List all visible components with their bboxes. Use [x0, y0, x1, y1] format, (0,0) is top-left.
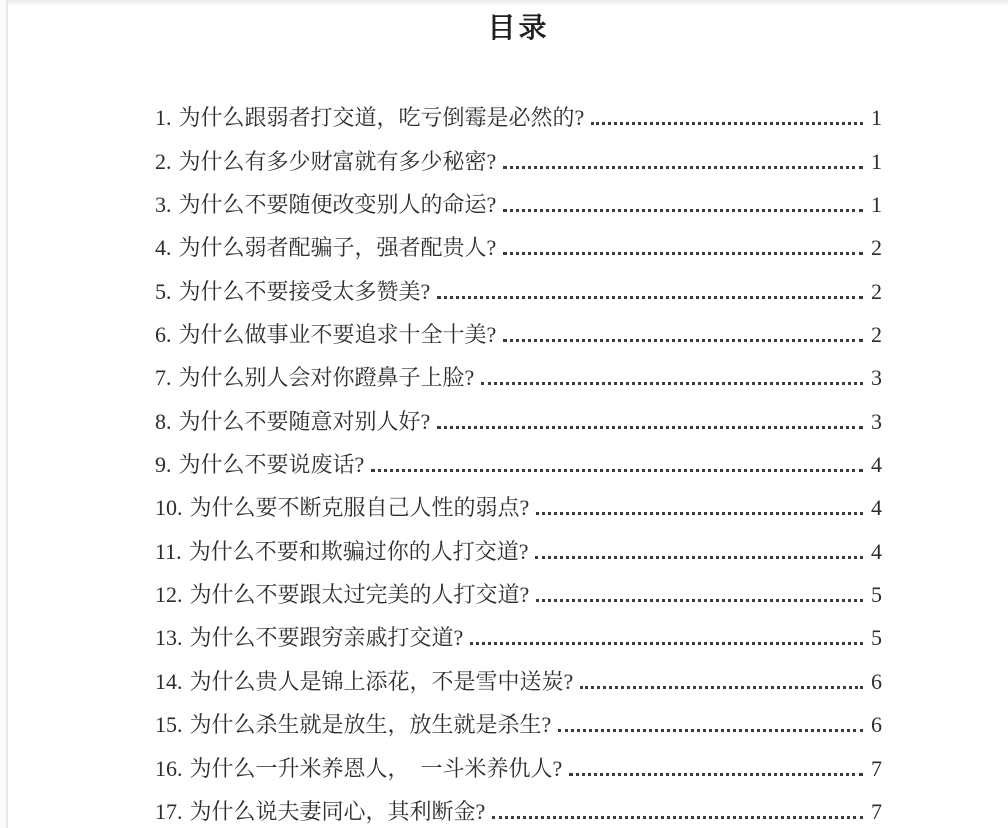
- toc-entry[interactable]: [155, 657, 882, 700]
- dot-leader: [536, 599, 863, 602]
- toc-entry-page: 2: [871, 235, 882, 261]
- dot-leader: [481, 382, 863, 385]
- toc-entry[interactable]: [155, 527, 882, 570]
- toc-entry-number: 7.: [155, 365, 172, 391]
- dot-leader: [569, 773, 863, 776]
- toc-entry-page: 4: [871, 452, 882, 478]
- toc-entry-text: [155, 497, 529, 519]
- dot-leader: [503, 209, 863, 212]
- toc-entry-title: 为什么说夫妻同心，其利断金?: [189, 798, 486, 824]
- toc-entry-page: 2: [871, 322, 882, 348]
- toc-entry-title: 为什么别人会对你蹬鼻子上脸?: [178, 365, 475, 391]
- toc-entry-number: 12.: [155, 582, 183, 608]
- toc-entry-text: [155, 107, 584, 129]
- toc-entry-number: 11.: [155, 538, 182, 564]
- toc-entry-title: 为什么做事业不要追求十全十美?: [178, 322, 497, 348]
- toc-entry-title: 为什么不要跟太过完美的人打交道?: [189, 582, 530, 608]
- page-title: 目录: [487, 12, 550, 43]
- toc-entry-number: 2.: [155, 148, 172, 174]
- toc-entry-number: 3.: [155, 192, 172, 218]
- toc-entry-title: 为什么弱者配骗子，强者配贵人?: [178, 235, 497, 261]
- dot-leader: [437, 296, 863, 299]
- toc-entry-number: 16.: [155, 755, 183, 781]
- dot-leader: [470, 642, 863, 645]
- toc-entry-text: [155, 194, 496, 216]
- toc-entry[interactable]: [155, 744, 882, 787]
- toc-entry-page: 3: [871, 408, 882, 434]
- toc-entry[interactable]: [155, 354, 882, 397]
- toc-entry-page: 1: [871, 192, 882, 218]
- toc-entry-title: 为什么要不断克服自己人性的弱点?: [189, 495, 530, 521]
- toc-entry-page: 6: [871, 668, 882, 694]
- toc-entry[interactable]: [155, 571, 882, 614]
- toc-entry-page: 7: [871, 798, 882, 824]
- toc-entry-number: 14.: [155, 668, 183, 694]
- toc-entry-page: 4: [871, 495, 882, 521]
- toc-entry-page: 6: [871, 712, 882, 738]
- page-left-edge: [0, 0, 8, 828]
- toc-entry-title: 为什么不要接受太多赞美?: [178, 278, 431, 304]
- toc-entry[interactable]: [155, 137, 882, 180]
- toc-entry-title: 为什么贵人是锦上添花，不是雪中送炭?: [189, 668, 574, 694]
- toc-entry-text: [155, 538, 529, 564]
- toc-entry[interactable]: [155, 224, 882, 267]
- toc-entry-title: 为什么一升米养恩人， 一斗米养仇人?: [189, 755, 563, 781]
- toc-entry-title: 为什么不要说废话?: [178, 452, 365, 478]
- toc-entry-number: 15.: [155, 712, 183, 738]
- toc-entry-number: 10.: [155, 495, 183, 521]
- toc-entry-page: 5: [871, 582, 882, 608]
- dot-leader: [591, 122, 863, 125]
- toc-entry[interactable]: [155, 701, 882, 744]
- dot-leader: [492, 816, 863, 819]
- toc-entry-text: [155, 755, 563, 781]
- toc-entry-page: 1: [871, 148, 882, 174]
- toc-entry[interactable]: [155, 397, 882, 440]
- toc-entry-text: [155, 148, 497, 174]
- toc-entry-title: 为什么不要跟穷亲戚打交道?: [189, 625, 464, 651]
- toc-entry-title: 为什么不要和欺骗过你的人打交道?: [188, 538, 529, 564]
- toc-entry-text: [155, 627, 463, 649]
- toc-entry-page: 3: [871, 365, 882, 391]
- toc-entry-title: 为什么有多少财富就有多少秘密?: [178, 148, 497, 174]
- toc-entry-number: 6.: [155, 322, 172, 348]
- toc-entry-number: 1.: [155, 105, 172, 131]
- dot-leader: [503, 166, 863, 169]
- toc-entry-text: [155, 278, 431, 304]
- toc-entry-number: 17.: [155, 798, 183, 824]
- toc-entry-text: [155, 584, 529, 606]
- toc-entry-number: 13.: [155, 625, 183, 651]
- toc-entry-title: 为什么跟弱者打交道，吃亏倒霉是必然的?: [178, 105, 585, 131]
- toc-entry-page: 5: [871, 625, 882, 651]
- toc-entry[interactable]: [155, 614, 882, 657]
- toc-entry-page: 4: [871, 538, 882, 564]
- toc-entry-text: [155, 668, 574, 694]
- dot-leader: [535, 556, 863, 559]
- toc-entry-page: 7: [871, 755, 882, 781]
- dot-leader: [558, 729, 863, 732]
- toc-entry-text: [155, 237, 496, 259]
- toc-entry-number: 5.: [155, 278, 172, 304]
- toc-entry-title: 为什么杀生就是放生，放生就是杀生?: [189, 712, 552, 738]
- toc-entry-number: 4.: [155, 235, 172, 261]
- dot-leader: [371, 469, 863, 472]
- toc-entry-text: [155, 714, 551, 736]
- toc-entry-title: 为什么不要随意对别人好?: [178, 408, 431, 434]
- dot-leader: [437, 426, 863, 429]
- toc-entry-page: 1: [871, 105, 882, 131]
- toc-entry-number: 9.: [155, 452, 172, 478]
- toc-entry-page: 2: [871, 278, 882, 304]
- dot-leader: [503, 252, 863, 255]
- toc-entry[interactable]: [155, 441, 882, 484]
- toc-entry-text: [155, 408, 431, 434]
- toc-entry-text: [155, 367, 474, 389]
- toc-entry[interactable]: [155, 181, 882, 224]
- dot-leader: [536, 512, 863, 515]
- toc-list: [155, 94, 882, 828]
- toc-entry[interactable]: [155, 788, 882, 828]
- toc-entry-text: [155, 798, 486, 824]
- toc-entry[interactable]: [155, 267, 882, 310]
- toc-entry-text: [155, 324, 496, 346]
- toc-entry-text: [155, 454, 364, 476]
- toc-entry-title: 为什么不要随便改变别人的命运?: [178, 192, 497, 218]
- dot-leader: [580, 686, 863, 689]
- toc-entry[interactable]: [155, 311, 882, 354]
- page-top-edge: [0, 0, 1008, 5]
- dot-leader: [503, 339, 863, 342]
- toc-entry-number: 8.: [155, 408, 172, 434]
- toc-entry[interactable]: [155, 94, 882, 137]
- toc-entry[interactable]: [155, 484, 882, 527]
